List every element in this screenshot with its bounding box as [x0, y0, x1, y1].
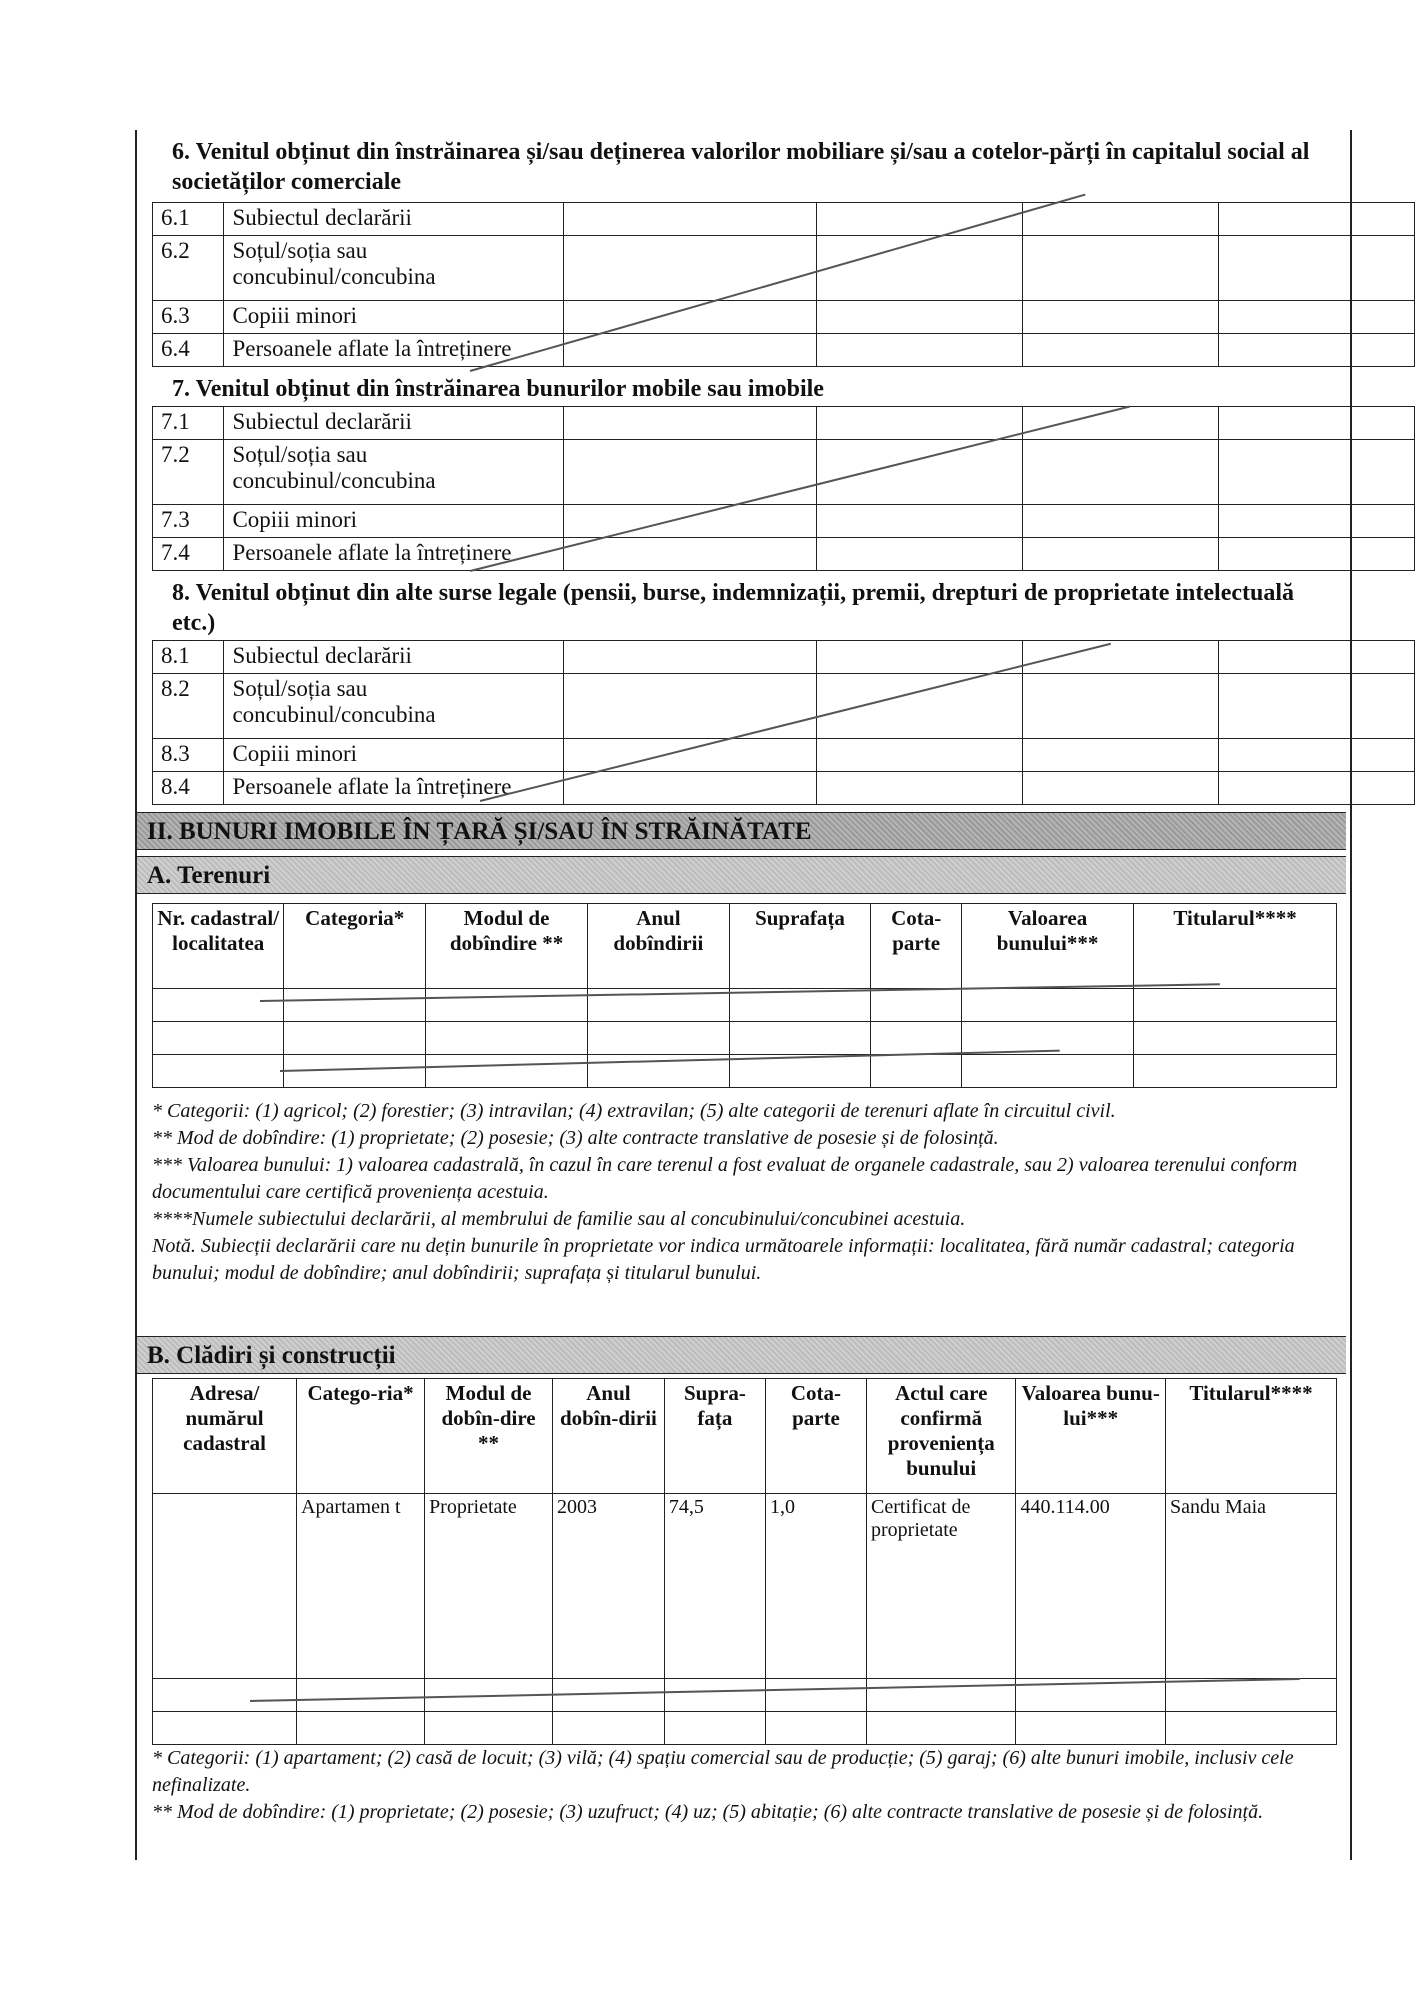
- row-label: Persoanele aflate la întreținere: [224, 772, 564, 805]
- terenuri-notes: [152, 1098, 1337, 1287]
- table-row: [153, 301, 1415, 334]
- terenuri-table: [152, 903, 1337, 1088]
- column-header: Supra-fața: [664, 1379, 765, 1494]
- row-label: Subiectul declarării: [224, 203, 564, 236]
- row-number: 6.2: [153, 236, 224, 301]
- section-8-table: [152, 640, 1415, 805]
- column-header: Categoria*: [284, 904, 426, 989]
- cell-address: [153, 1494, 297, 1679]
- section-ii-title: II. BUNURI IMOBILE ÎN ȚARĂ ȘI/SAU ÎN STRĂINĂTATE: [137, 812, 1346, 850]
- table-row: [153, 674, 1415, 739]
- table-row: [153, 334, 1415, 367]
- column-header: Modul de dobîndire **: [426, 904, 588, 989]
- note: Notă. Subiecții declarării care nu dețin bunurile în proprietate vor indica următoarele informații: localitatea, fără număr cadastral; categoria bunului; modul de dobîndire; anul dobîndirii; suprafața și titularul bunului.: [152, 1235, 1295, 1284]
- cell-share: 1,0: [765, 1494, 866, 1679]
- table-row: [153, 739, 1415, 772]
- table-row: [153, 1712, 1337, 1745]
- table-header-row: [153, 904, 1337, 989]
- row-number: 7.2: [153, 440, 224, 505]
- section-6-title: 6. Venitul obținut din înstrăinarea și/sau deținerea valorilor mobiliare și/sau a cotelor-părți în capitalul social al societăților comerciale: [172, 139, 1310, 195]
- column-header: Anul dobîndirii: [588, 904, 730, 989]
- row-number: 8.4: [153, 772, 224, 805]
- terenuri-title: A. Terenuri: [137, 856, 1346, 894]
- table-row: [153, 641, 1415, 674]
- column-header: Modul de dobîn-dire **: [425, 1379, 553, 1494]
- cell-area: 74,5: [664, 1494, 765, 1679]
- row-number: 8.3: [153, 739, 224, 772]
- row-label: Copiii minori: [224, 301, 564, 334]
- row-label: Copiii minori: [224, 739, 564, 772]
- table-row: [153, 407, 1415, 440]
- table-row: [153, 1494, 1337, 1679]
- cell-year: 2003: [553, 1494, 665, 1679]
- column-header: Suprafața: [729, 904, 871, 989]
- row-number: 6.4: [153, 334, 224, 367]
- note: ****Numele subiectului declarării, al membrului de familie sau al concubinului/concubinei acestuia.: [152, 1208, 966, 1230]
- cell-owner: Sandu Maia: [1165, 1494, 1336, 1679]
- row-label: Soțul/soția sau concubinul/concubina: [224, 674, 564, 739]
- table-row: [153, 203, 1415, 236]
- table-row: [153, 538, 1415, 571]
- note: * Categorii: (1) apartament; (2) casă de locuit; (3) vilă; (4) spațiu comercial sau de producție; (5) garaj; (6) alte bunuri imobile, inclusiv cele nefinalizate.: [152, 1747, 1294, 1796]
- cell-category: Apartamen t: [297, 1494, 425, 1679]
- note: ** Mod de dobîndire: (1) proprietate; (2) posesie; (3) alte contracte translative de posesie și de folosință.: [152, 1127, 999, 1149]
- note: *** Valoarea bunului: 1) valoarea cadastrală, în cazul în care terenul a fost evaluat de organele cadastrale, sau 2) valoarea terenului conform documentului care certifică proveniența acestuia.: [152, 1154, 1298, 1203]
- table-row: [153, 772, 1415, 805]
- table-row: [153, 440, 1415, 505]
- table-row: [153, 1679, 1337, 1712]
- table-header-row: [153, 1379, 1337, 1494]
- section-6-table: [152, 202, 1415, 367]
- row-label: Soțul/soția sau concubinul/concubina: [224, 440, 564, 505]
- row-number: 8.1: [153, 641, 224, 674]
- row-label: Subiectul declarării: [224, 641, 564, 674]
- row-label: Subiectul declarării: [224, 407, 564, 440]
- note: ** Mod de dobîndire: (1) proprietate; (2) posesie; (3) uzufruct; (4) uz; (5) abitație; (6) alte contracte translative de posesie și de folosință.: [152, 1801, 1264, 1823]
- row-number: 7.3: [153, 505, 224, 538]
- column-header: Titularul****: [1134, 904, 1337, 989]
- cladiri-title: B. Clădiri și construcții: [137, 1336, 1346, 1374]
- table-row: [153, 1022, 1337, 1055]
- note: * Categorii: (1) agricol; (2) forestier; (3) intravilan; (4) extravilan; (5) alte categorii de terenuri aflate în circuitul civil.: [152, 1100, 1116, 1122]
- column-header: Anul dobîn-dirii: [553, 1379, 665, 1494]
- row-number: 7.4: [153, 538, 224, 571]
- row-label: Soțul/soția sau concubinul/concubina: [224, 236, 564, 301]
- cladiri-notes: [152, 1745, 1337, 1826]
- table-row: [153, 1055, 1337, 1088]
- column-header: Cota-parte: [871, 904, 962, 989]
- cell-document: Certificat de proprietate: [867, 1494, 1016, 1679]
- column-header: Nr. cadastral/ localitatea: [153, 904, 284, 989]
- column-header: Actul care confirmă proveniența bunului: [867, 1379, 1016, 1494]
- section-7-table: [152, 406, 1415, 571]
- table-row: [153, 989, 1337, 1022]
- row-number: 8.2: [153, 674, 224, 739]
- column-header: Cota-parte: [765, 1379, 866, 1494]
- column-header: Valoarea bunului***: [961, 904, 1133, 989]
- column-header: Valoarea bunu-lui***: [1016, 1379, 1165, 1494]
- column-header: Catego-ria*: [297, 1379, 425, 1494]
- column-header: Adresa/ numărul cadastral: [153, 1379, 297, 1494]
- row-label: Persoanele aflate la întreținere: [224, 334, 564, 367]
- row-number: 7.1: [153, 407, 224, 440]
- row-number: 6.3: [153, 301, 224, 334]
- table-row: [153, 236, 1415, 301]
- row-label: Copiii minori: [224, 505, 564, 538]
- cell-value: 440.114.00: [1016, 1494, 1165, 1679]
- row-label: Persoanele aflate la întreținere: [224, 538, 564, 571]
- column-header: Titularul****: [1165, 1379, 1336, 1494]
- table-row: [153, 505, 1415, 538]
- section-8-title: 8. Venitul obținut din alte surse legale (pensii, burse, indemnizații, premii, drepturi de proprietate intelectuală etc.): [172, 580, 1295, 636]
- row-number: 6.1: [153, 203, 224, 236]
- cell-acquisition-mode: Proprietate: [425, 1494, 553, 1679]
- section-7-title: 7. Venitul obținut din înstrăinarea bunurilor mobile sau imobile: [172, 376, 824, 402]
